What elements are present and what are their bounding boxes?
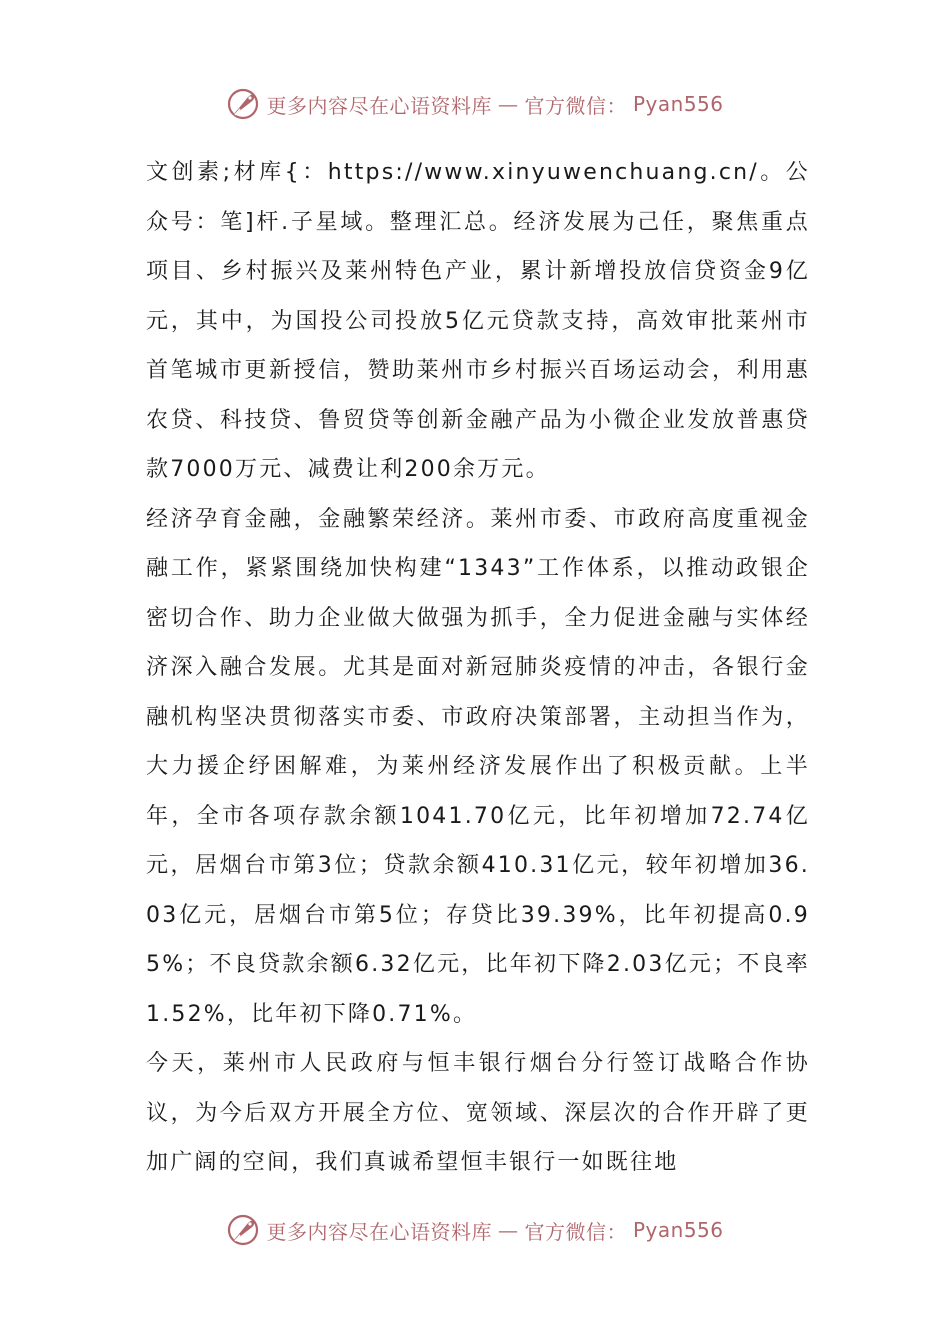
banner-text: 更多内容尽在心语资料库: [266, 93, 492, 118]
quill-pen-logo-icon: [226, 87, 260, 121]
document-body: [146, 148, 810, 1188]
banner-separator: —: [497, 1218, 519, 1242]
quill-pen-logo-icon: [226, 1213, 260, 1247]
banner-separator: —: [497, 92, 519, 116]
banner-id: Pyan556: [632, 1218, 724, 1242]
header-watermark-banner: [0, 86, 950, 122]
paragraph: 经济孕育金融，金融繁荣经济。莱州市委、市政府高度重视金融工作，紧紧围绕加快构建“1343”工作体系，以推动政银企密切合作、助力企业做大做强为抓手，全力促进金融与实体经济深入融合发展。尤其是面对新冠肺炎疫情的冲击，各银行金融机构坚决贯彻落实市委、市政府决策部署，主动担当作为，大力援企纾困解难，为莱州经济发展作出了积极贡献。上半年，全市各项存款余额1041.70亿元，比年初增加72.74亿元，居烟台市第3位；贷款余额410.31亿元，较年初增加36.03亿元，居烟台市第5位；存贷比39.39%，比年初提高0.95%；不良贷款余额6.32亿元，比年初下降2.03亿元；不良率1.52%，比年初下降0.71%。: [146, 506, 810, 1027]
banner-text: 更多内容尽在心语资料库: [266, 1219, 492, 1244]
paragraph: 今天，莱州市人民政府与恒丰银行烟台分行签订战略合作协议，为今后双方开展全方位、宽领域、深层次的合作开辟了更加广阔的空间，我们真诚希望恒丰银行一如既往地: [146, 1051, 810, 1175]
banner-suffix: 官方微信：: [524, 93, 627, 118]
paragraph: 文创素;材库{：https://www.xinyuwenchuang.cn/。公众号：笔]杆.子星域。整理汇总。经济发展为己任，聚焦重点项目、乡村振兴及莱州特色产业，累计新增投放信贷资金9亿元，其中，为国投公司投放5亿元贷款支持，高效审批莱州市首笔城市更新授信，赞助莱州市乡村振兴百场运动会，利用惠农贷、科技贷、鲁贸贷等创新金融产品为小微企业发放普惠贷款7000万元、减费让利200余万元。: [146, 160, 810, 482]
footer-watermark-banner: [0, 1212, 950, 1248]
banner-suffix: 官方微信：: [524, 1219, 627, 1244]
banner-id: Pyan556: [632, 92, 724, 116]
